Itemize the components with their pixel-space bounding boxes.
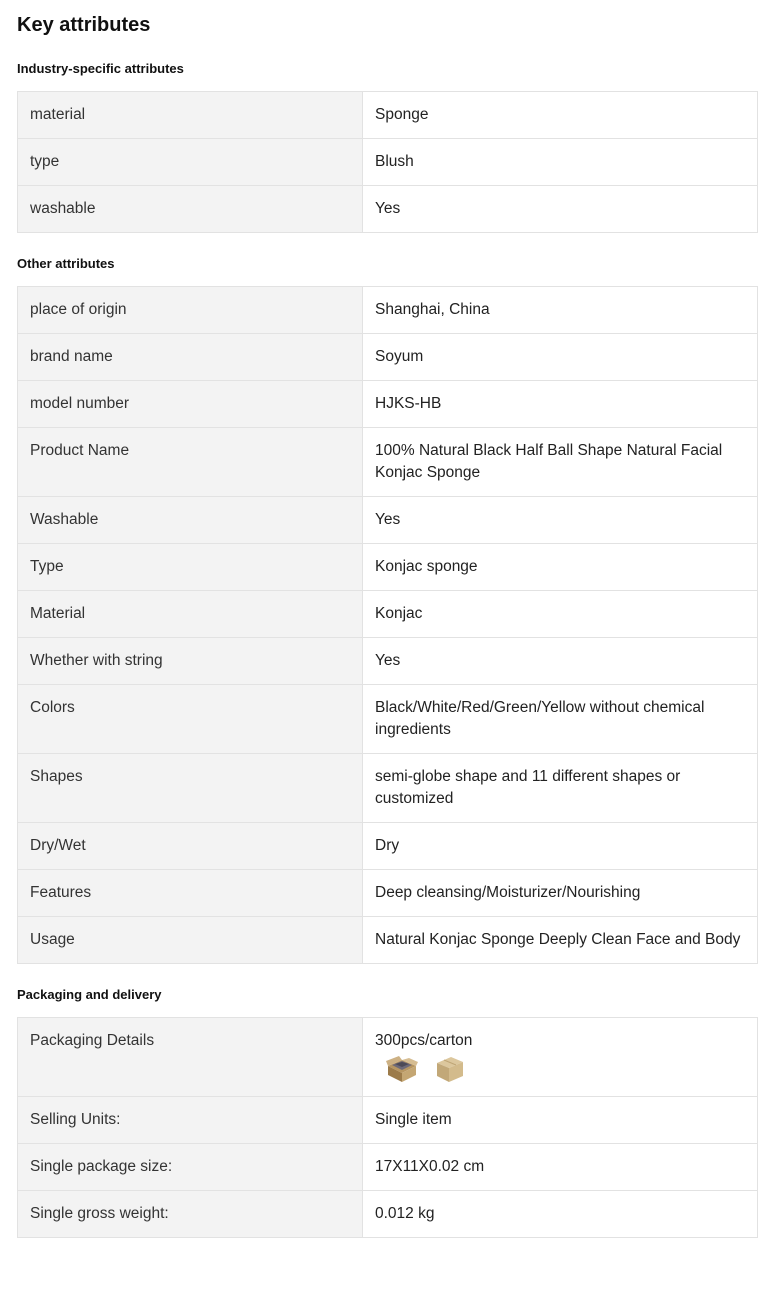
- section-title-other: Other attributes: [17, 256, 115, 271]
- table-row: [18, 287, 758, 334]
- attribute-key: place of origin: [18, 287, 363, 334]
- attribute-value: 300pcs/carton: [375, 1032, 473, 1049]
- attribute-value-cell: [363, 1018, 758, 1097]
- closed-carton-image[interactable]: [433, 1054, 467, 1084]
- table-row: [18, 638, 758, 685]
- table-row: [18, 497, 758, 544]
- table-row: [18, 139, 758, 186]
- page-title: Key attributes: [17, 14, 151, 36]
- attribute-value: 100% Natural Black Half Ball Shape Natural Facial Konjac Sponge: [363, 428, 758, 497]
- table-row: [18, 1097, 758, 1144]
- attribute-key: material: [18, 92, 363, 139]
- table-row: [18, 544, 758, 591]
- attribute-key: Whether with string: [18, 638, 363, 685]
- attribute-key: Usage: [18, 917, 363, 964]
- packaging-table: [17, 1017, 758, 1238]
- section-title-industry: Industry-specific attributes: [17, 61, 184, 76]
- table-row: [18, 428, 758, 497]
- table-row: [18, 870, 758, 917]
- section-title-packaging: Packaging and delivery: [17, 987, 162, 1002]
- attribute-value: Soyum: [363, 334, 758, 381]
- attribute-key: type: [18, 139, 363, 186]
- attribute-value: 0.012 kg: [363, 1191, 758, 1238]
- attribute-value: Deep cleansing/Moisturizer/Nourishing: [363, 870, 758, 917]
- attribute-key: Features: [18, 870, 363, 917]
- attribute-value: Single item: [363, 1097, 758, 1144]
- attribute-value: Yes: [363, 186, 758, 233]
- table-row: [18, 92, 758, 139]
- attribute-value: Dry: [363, 823, 758, 870]
- attribute-value: semi-globe shape and 11 different shapes or customized: [363, 754, 758, 823]
- attribute-key: Dry/Wet: [18, 823, 363, 870]
- table-row: [18, 1144, 758, 1191]
- table-row: [18, 591, 758, 638]
- key-attributes-panel: [17, 0, 758, 1238]
- attribute-key: Type: [18, 544, 363, 591]
- attribute-key: Washable: [18, 497, 363, 544]
- open-carton-image[interactable]: [385, 1054, 419, 1084]
- attribute-value: Yes: [363, 497, 758, 544]
- attribute-key: brand name: [18, 334, 363, 381]
- table-row: [18, 1018, 758, 1097]
- packaging-images: [385, 1054, 745, 1084]
- attribute-key: washable: [18, 186, 363, 233]
- table-row: [18, 917, 758, 964]
- attribute-value: HJKS-HB: [363, 381, 758, 428]
- table-row: [18, 186, 758, 233]
- attribute-value: Blush: [363, 139, 758, 186]
- table-row: [18, 754, 758, 823]
- attribute-key: Selling Units:: [18, 1097, 363, 1144]
- attribute-key: Single package size:: [18, 1144, 363, 1191]
- table-row: [18, 381, 758, 428]
- attribute-value: Sponge: [363, 92, 758, 139]
- attribute-key: Product Name: [18, 428, 363, 497]
- attribute-value: Yes: [363, 638, 758, 685]
- table-row: [18, 334, 758, 381]
- table-row: [18, 1191, 758, 1238]
- attribute-key: Shapes: [18, 754, 363, 823]
- attribute-value: 17X11X0.02 cm: [363, 1144, 758, 1191]
- table-row: [18, 685, 758, 754]
- attribute-value: Konjac sponge: [363, 544, 758, 591]
- table-row: [18, 823, 758, 870]
- attribute-value: Konjac: [363, 591, 758, 638]
- attribute-key: Packaging Details: [18, 1018, 363, 1097]
- industry-attributes-table: [17, 91, 758, 233]
- attribute-value: Shanghai, China: [363, 287, 758, 334]
- attribute-key: Single gross weight:: [18, 1191, 363, 1238]
- attribute-value: Black/White/Red/Green/Yellow without chemical ingredients: [363, 685, 758, 754]
- attribute-value: Natural Konjac Sponge Deeply Clean Face and Body: [363, 917, 758, 964]
- other-attributes-table: [17, 286, 758, 964]
- attribute-key: Material: [18, 591, 363, 638]
- attribute-key: Colors: [18, 685, 363, 754]
- attribute-key: model number: [18, 381, 363, 428]
